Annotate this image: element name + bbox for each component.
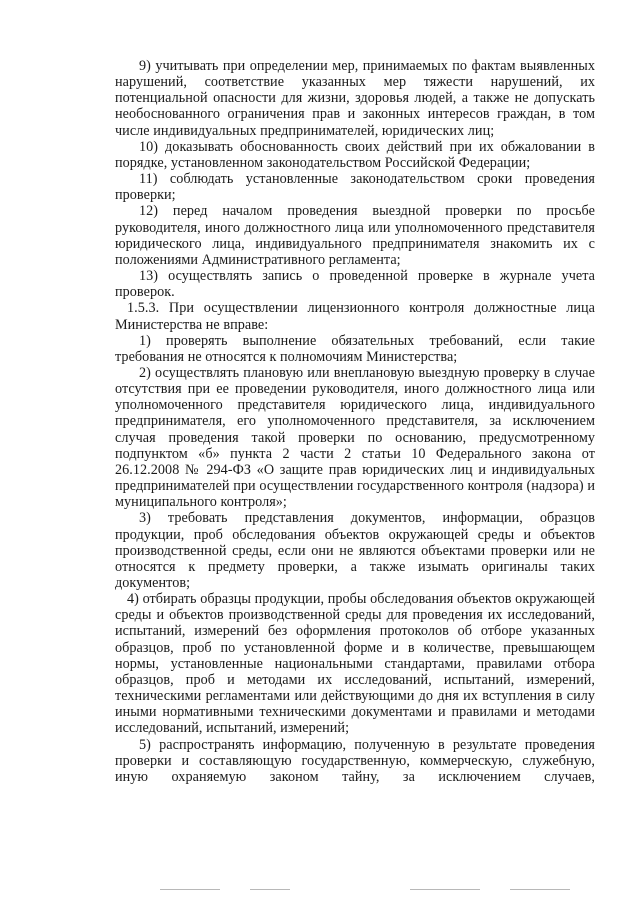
paragraph-section-1-5-3: 1.5.3. При осуществлении лицензионного контроля должностные лица Министерства не вправе:	[115, 300, 595, 333]
scan-artifact-marks	[160, 889, 580, 893]
paragraph-prohibition-3: 3) требовать представления документов, информации, образцов продукции, проб обследования объектов окружающей среды и объектов производственной среды, если они не являются объектами проверки или не относятся к предмету проверки, а также изымать оригиналы таких документов;	[115, 510, 595, 591]
paragraph-prohibition-5: 5) распространять информацию, полученную в результате проведения проверки и составляющую государственную, коммерческую, служебную, иную охраняемую законом тайну, за исключением случаев,	[115, 736, 595, 785]
paragraph-prohibition-2: 2) осуществлять плановую или внеплановую выездную проверку в случае отсутствия при ее проведении руководителя, иного должностного лица или уполномоченного представителя юридического лица, индивидуального предпринимателя, его уполномоченного представителя, за исключением случая проведения такой проверки по основанию, предусмотренному подпунктом «б» пункта 2 части 2 статьи 10 Федерального закона от 26.12.2008 № 294-ФЗ «О защите прав юридических лиц и индивидуальных предпринимателей при осуществлении государственного контроля (надзора) и муниципального контроля»;	[115, 364, 595, 511]
paragraph-item-11: 11) соблюдать установленные законодательством сроки проведения проверки;	[115, 171, 595, 204]
paragraph-item-12: 12) перед началом проведения выездной проверки по просьбе руководителя, иного должностного лица или уполномоченного представителя юридического лица, индивидуального предпринимателя знакомить их с положениями Административного регламента;	[115, 203, 595, 268]
paragraph-prohibition-4: 4) отбирать образцы продукции, пробы обследования объектов окружающей среды и объектов производственной среды для проведения их исследований, испытаний, измерений без оформления протоколов об отборе указанных образцов, проб по установленной форме и в количестве, превышающем нормы, установленные национальными стандартами, правилами отбора образцов, проб и методами их исследований, испытаний, измерений, техническими регламентами или действующими до дня их вступления в силу иными нормативными техническими документами и правилами и методами исследований, испытаний, измерений;	[115, 591, 595, 737]
document-page	[115, 58, 595, 785]
paragraph-item-10: 10) доказывать обоснованность своих действий при их обжаловании в порядке, установленном законодательством Российской Федерации;	[115, 138, 595, 171]
paragraph-item-9: 9) учитывать при определении мер, принимаемых по фактам выявленных нарушений, соответствие указанных мер тяжести нарушений, их потенциальной опасности для жизни, здоровья людей, а также не допускать необоснованного ограничения прав и законных интересов граждан, в том числе индивидуальных предпринимателей, юридических лиц;	[115, 58, 595, 139]
paragraph-prohibition-1: 1) проверять выполнение обязательных требований, если такие требования не относятся к полномочиям Министерства;	[115, 332, 595, 365]
paragraph-item-13: 13) осуществлять запись о проведенной проверке в журнале учета проверок.	[115, 268, 595, 301]
